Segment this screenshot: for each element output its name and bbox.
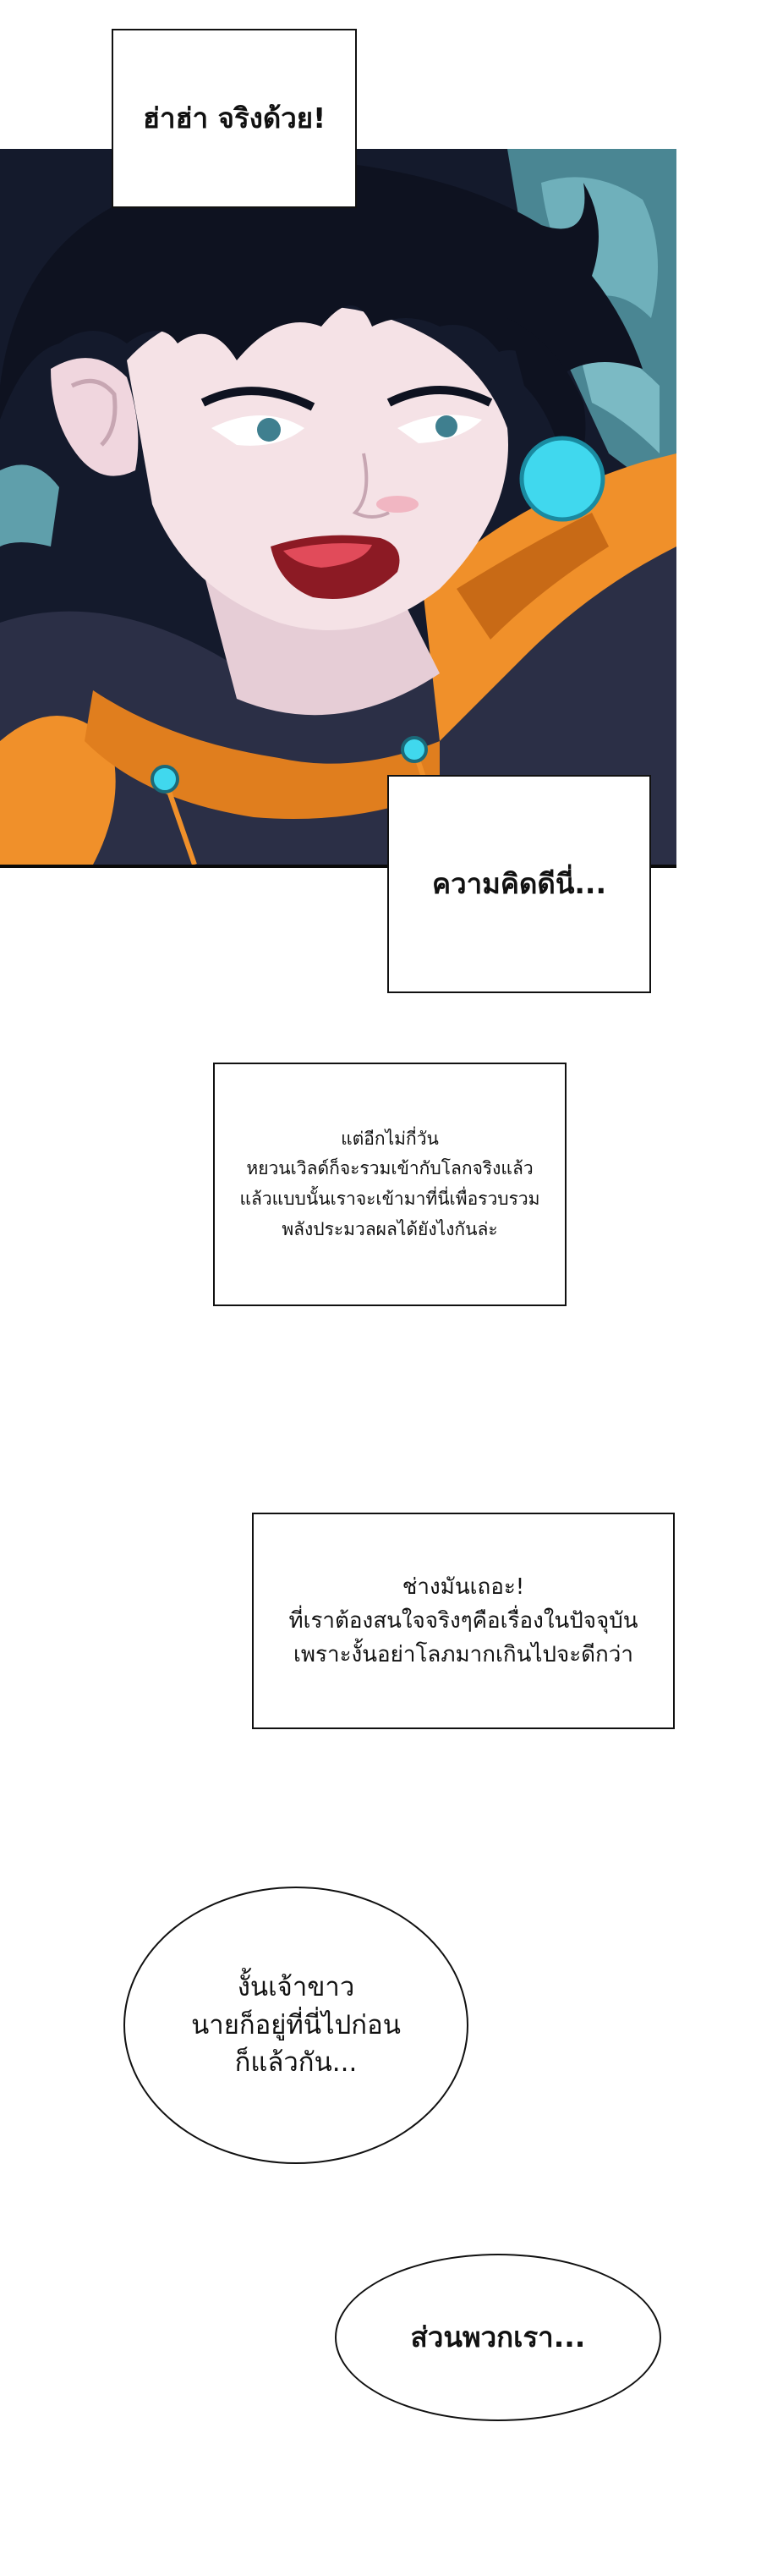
caption-4-text <box>288 1570 638 1672</box>
caption-4-line-1: ช่างมันเถอะ! <box>402 1574 525 1600</box>
speech-bubble-1-line-2: นายก็อยู่ที่นี่ไปก่อน <box>191 2009 401 2040</box>
caption-4-line-3: เพราะงั้นอย่าโลภมากเกินไปจะดีกว่า <box>293 1642 633 1668</box>
caption-box-3 <box>213 1063 567 1306</box>
speech-bubble-1-line-1: งั้นเจ้าขาว <box>237 1971 355 2002</box>
caption-3-line-1: แต่อีกไม่กี่วัน <box>341 1128 439 1149</box>
speech-bubble-2 <box>335 2254 661 2421</box>
caption-3-text <box>239 1124 539 1245</box>
character-illustration <box>0 149 676 865</box>
caption-box-4 <box>252 1513 675 1729</box>
speech-bubble-2-text: ส่วนพวกเรา... <box>410 2321 586 2354</box>
speech-bubble-1-line-3: ก็แล้วกัน... <box>234 2047 358 2079</box>
caption-box-2 <box>387 775 651 993</box>
caption-box-1 <box>112 29 357 208</box>
comic-panel-character <box>0 149 676 868</box>
caption-3-line-2: หยวนเวิลด์ก็จะรวมเข้ากับโลกจริงแล้ว <box>246 1158 534 1179</box>
caption-1-text: ฮ่าฮ่า จริงด้วย! <box>142 102 326 135</box>
speech-bubble-1-text <box>191 1969 401 2083</box>
caption-3-line-4: พลังประมวลผลได้ยังไงกันล่ะ <box>282 1218 498 1239</box>
speech-bubble-1 <box>123 1887 468 2164</box>
caption-3-line-3: แล้วแบบนั้นเราจะเข้ามาที่นี่เพื่อรวบรวม <box>239 1189 540 1209</box>
caption-4-line-2: ที่เราต้องสนใจจริงๆคือเรื่องในปัจจุบัน <box>288 1607 638 1634</box>
caption-2-text: ความคิดดีนี่... <box>432 867 606 901</box>
